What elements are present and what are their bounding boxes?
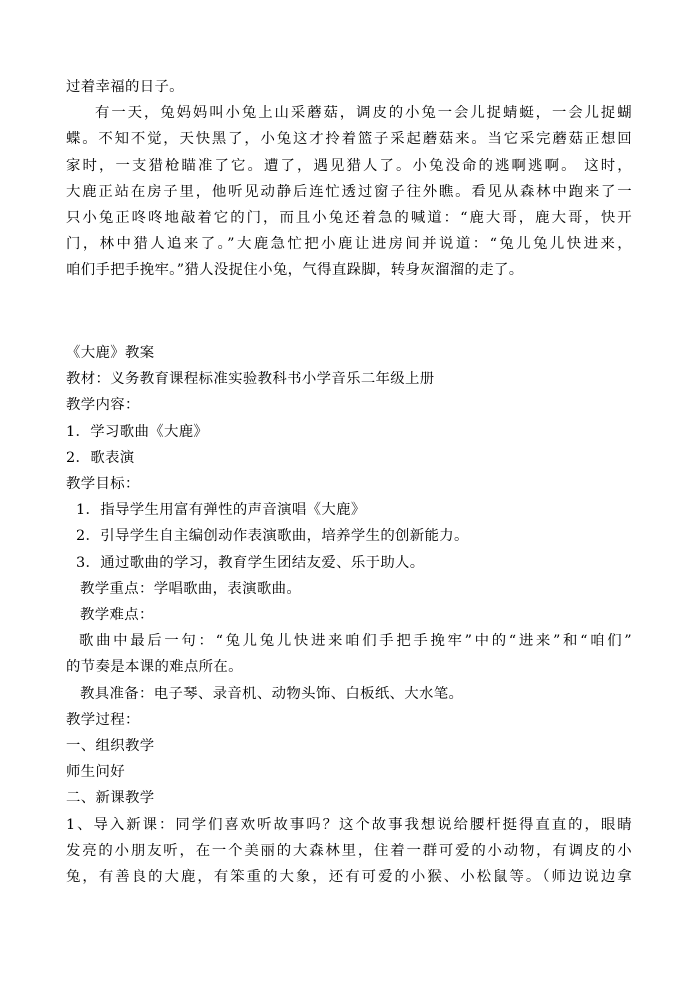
story-paragraph-line: 有一天，兔妈妈叫小兔上山采蘑菇，调皮的小兔一会儿捉蜻蜓，一会儿捉蝴: [95, 105, 632, 122]
textbook-line: 教材：义务教育课程标准实验教科书小学音乐二年级上册: [66, 371, 435, 388]
difficulty-heading: 教学难点：: [80, 607, 154, 624]
goal-item: 3．通过歌曲的学习，教育学生团结友爱、乐于助人。: [76, 554, 425, 571]
intro-line: 兔，有善良的大鹿，有笨重的大象，还有可爱的小猴、小松鼠等。（师边说边拿: [66, 869, 632, 886]
intro-line: 1、导入新课：同学们喜欢听故事吗？这个故事我想说给腰杆挺得直直的，眼睛: [66, 816, 632, 833]
key-point: 教学重点：学唱歌曲，表演歌曲。: [80, 580, 302, 597]
process-heading: 教学过程：: [66, 711, 140, 728]
story-paragraph-line: 家时，一支猎枪瞄准了它。遭了，遇见猎人了。小兔没命的逃啊逃啊。 这时，: [66, 157, 632, 174]
content-item: 1．学习歌曲《大鹿》: [66, 423, 209, 440]
content-item: 2．歌表演: [66, 449, 135, 466]
story-paragraph-line: 只小兔正咚咚地敲着它的门，而且小兔还着急的喊道：“鹿大哥，鹿大哥，快开: [66, 210, 632, 227]
lesson-plan-section: [66, 340, 632, 890]
goal-item: 2．引导学生自主编创动作表演歌曲，培养学生的创新能力。: [76, 528, 469, 545]
story-paragraph: [66, 100, 632, 283]
story-section: [66, 74, 632, 284]
story-paragraph-line: 大鹿正站在房子里，他听见动静后连忙透过窗子往外瞧。看见从森林中跑来了一: [66, 183, 632, 200]
section-heading: 一、组织教学: [66, 738, 155, 755]
story-line: 过着幸福的日子。: [66, 79, 184, 95]
intro-line: 发亮的小朋友听，在一个美丽的大森林里，住着一群可爱的小动物，有调皮的小: [66, 842, 632, 859]
lesson-title: 《大鹿》教案: [66, 345, 155, 361]
goal-item: 1．指导学生用富有弹性的声音演唱《大鹿》: [76, 502, 366, 519]
section-heading: 二、新课教学: [66, 790, 155, 807]
story-paragraph-line: 蝶。不知不觉，天快黑了，小兔这才拎着篮子采起蘑菇来。当它采完蘑菇正想回: [66, 131, 632, 148]
difficulty-line: 歌曲中最后一句：“兔儿兔儿快进来咱们手把手挽牢”中的“进来”和“咱们”: [79, 633, 632, 650]
story-paragraph-line: 咱们手把手挽牢。”猎人没捉住小兔，气得直跺脚，转身灰溜溜的走了。: [66, 262, 524, 279]
story-paragraph-line: 门，林中猎人追来了。”大鹿急忙把小鹿让进房间并说道：“兔儿兔儿快进来，: [66, 236, 632, 253]
greeting-line: 师生问好: [66, 764, 125, 781]
goals-heading: 教学目标：: [66, 476, 140, 493]
content-heading: 教学内容：: [66, 397, 140, 414]
materials-line: 教具准备：电子琴、录音机、动物头饰、白板纸、大水笔。: [80, 685, 464, 702]
difficulty-line: 的节奏是本课的难点所在。: [66, 659, 243, 676]
